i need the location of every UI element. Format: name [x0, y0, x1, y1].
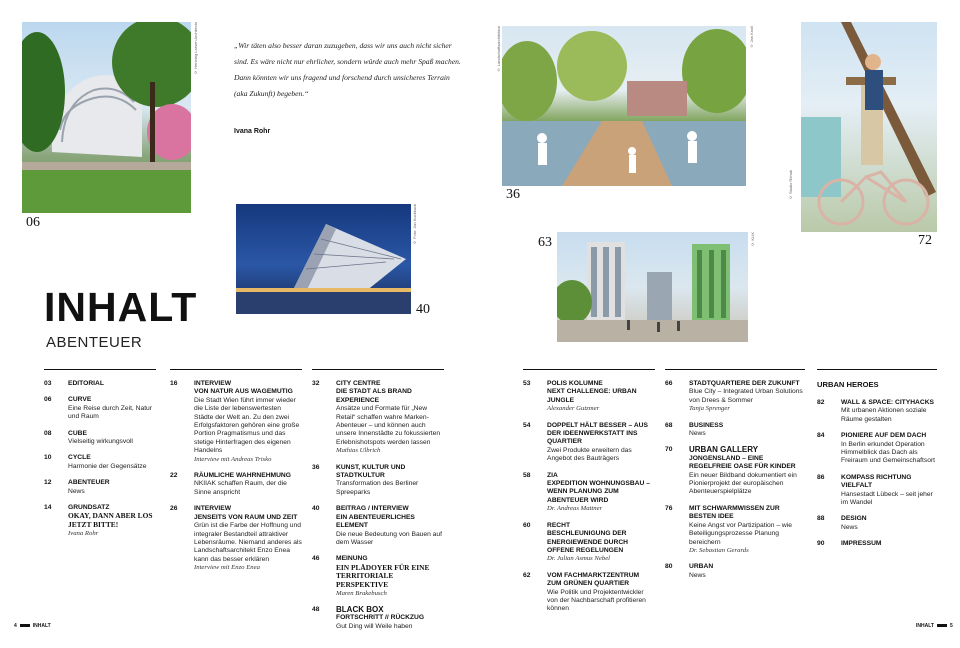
toc-description: Blue City – Integrated Urban Solutions von Drees & Sommer [689, 388, 803, 404]
photo-credit: © Jan Knoll [749, 26, 754, 49]
toc-entry[interactable] [44, 396, 156, 421]
toc-entry[interactable] [817, 515, 937, 532]
toc-entry[interactable] [665, 380, 805, 414]
footer-label: INHALT [916, 623, 934, 629]
toc-title: STADTQUARTIERE DER ZUKUNFT [689, 380, 800, 387]
toc-entry[interactable] [523, 380, 655, 414]
toc-column-1 [44, 369, 156, 546]
toc-entry[interactable] [44, 504, 156, 538]
toc-entry[interactable] [665, 422, 805, 439]
toc-description: Mit urbanen Aktionen soziale Räume gestalten [841, 407, 927, 423]
section-heading-urban-heroes: URBAN HEROES [817, 380, 879, 389]
toc-author: Dr. Julian Asmus Nebel [547, 555, 611, 563]
photo-park-river [502, 26, 746, 186]
toc-page-number: 12 [44, 479, 52, 487]
toc-title: URBAN GALLERY [689, 445, 759, 455]
toc-column-4 [523, 369, 655, 622]
footer-label: INHALT [32, 623, 51, 629]
toc-entry[interactable] [44, 454, 156, 471]
toc-entry[interactable] [817, 540, 937, 548]
toc-page-number: 03 [44, 380, 52, 387]
photo-credit: © KLIK [750, 232, 755, 247]
toc-subtitle: NEXT CHALLENGE: URBAN JUNGLE [547, 388, 637, 404]
toc-title: INTERVIEW [194, 380, 232, 387]
toc-page-number: 26 [170, 505, 178, 513]
toc-entry[interactable] [665, 446, 805, 496]
toc-entry[interactable] [312, 380, 444, 456]
toc-entry[interactable] [44, 380, 156, 388]
toc-description: Zwei Produkte erweitern das Angebot des Bauträgers [547, 446, 632, 463]
toc-description: Die neue Bedeutung von Bauen auf dem Wasser [336, 530, 442, 546]
toc-subtitle: OKAY, DANN ABER LOS JETZT BITTE! [68, 511, 153, 530]
toc-title: MEINUNG [336, 555, 368, 563]
photo-water-building [236, 204, 411, 314]
toc-title: VOM FACHMARKTZENTRUM ZUM GRÜNEN QUARTIER [547, 571, 640, 588]
toc-subtitle: JENSEITS VON RAUM UND ZEIT [194, 513, 298, 521]
photo-credit: © Landschaftsarchitektur [496, 26, 501, 73]
toc-description: Ansätze und Formate für „New Retail“ schaffen wahre Marken-Abenteuer – und können auch unsere Innenstädte zu fokussierten Erlebnishotspots werden lassen [336, 405, 441, 446]
toc-author: Mathias Ulbrich [336, 447, 381, 455]
toc-author: Alexander Gutzmer [547, 405, 600, 413]
toc-description: Grün ist die Farbe der Hoffnung und integraler Bestandteil attraktiver Lebensräume. Niemand anderes als Landschaftsarchitekt Enzo Enea kann das besser erklären [194, 522, 302, 563]
toc-title: KUNST, KULTUR UND STADTKULTUR [336, 463, 406, 480]
page-number-36: 36 [506, 187, 520, 202]
toc-page-number: 58 [523, 471, 531, 479]
footer-left [14, 623, 51, 629]
toc-page-number: 14 [44, 504, 52, 512]
toc-page-number: 46 [312, 555, 320, 563]
toc-subtitle: FORTSCHRITT // RÜCKZUG [336, 614, 425, 622]
toc-entry[interactable] [44, 479, 156, 496]
toc-page-number: 54 [523, 421, 531, 429]
toc-author: Ivana Rohr [68, 529, 99, 537]
toc-description: Transformation des Berliner Spreeparks [336, 480, 419, 496]
page-number-63: 63 [538, 235, 552, 250]
toc-entry[interactable] [817, 474, 937, 508]
toc-title: GRUNDSATZ [68, 504, 110, 512]
toc-title: DOPPELT HÄLT BESSER – AUS DER IDEENWERKSTATT INS QUARTIER [547, 421, 648, 446]
toc-title: CITY CENTRE [336, 380, 381, 387]
toc-entry[interactable] [312, 464, 444, 498]
toc-subtitle: BESCHLEUNIGUNG DER ENERGIEWENDE DURCH OFFENE REGELUNGEN [547, 530, 628, 554]
footer-page-number: 4 [14, 623, 17, 629]
photo-credit: © Studio Rehak [788, 170, 793, 201]
toc-author: Dr. Sebastian Gerards [689, 546, 749, 554]
toc-entry[interactable] [665, 505, 805, 555]
toc-title: BLACK BOX [336, 604, 384, 614]
toc-description: Harmonie der Gegensätze [68, 462, 147, 470]
toc-title: EDITORIAL [68, 380, 104, 387]
toc-entry[interactable] [523, 522, 655, 564]
toc-description: Eine Reise durch Zeit, Natur und Raum [68, 404, 153, 421]
toc-page-number: 84 [817, 432, 825, 440]
toc-title: BEITRAG / INTERVIEW [336, 505, 409, 513]
photo-highrise-plaza [557, 232, 748, 342]
toc-entry[interactable] [170, 505, 302, 572]
toc-page-number: 60 [523, 521, 531, 529]
toc-subtitle: EXPEDITION WOHNUNGSBAU – WENN PLANUNG ZUM ABENTEUER WIRD [547, 480, 650, 504]
toc-description: News [689, 571, 706, 579]
toc-title: RÄUMLICHE WAHRNEHMUNG [194, 472, 291, 480]
toc-description: Keine Angst vor Partizipation – wie Beteiligungsprozesse Planung bereichern [689, 521, 792, 546]
toc-entry[interactable] [170, 472, 302, 497]
photo-bicycle-structure [801, 22, 937, 232]
page-subtitle: ABENTEUER [46, 334, 143, 351]
toc-subtitle: VON NATUR AUS WAGEMUTIG [194, 388, 293, 396]
toc-description: News [68, 487, 85, 495]
quote-author: Ivana Rohr [234, 128, 271, 135]
toc-title: PIONIERE AUF DEM DACH [841, 432, 927, 440]
toc-subtitle: DIE STADT ALS BRAND EXPERIENCE [336, 388, 412, 404]
photo-credit: © Henning Larsen Architects [193, 22, 198, 75]
toc-title: MIT SCHWARMWISSEN ZUR BESTEN IDEE [689, 504, 780, 521]
toc-column-2 [170, 369, 302, 581]
footer-bar [937, 624, 947, 627]
toc-description: Ein neuer Bildband dokumentiert ein Pionierprojekt der europäischen Abenteuerspielplätze [689, 471, 797, 496]
toc-description: Die Stadt Wien führt immer wieder die Liste der lebenswertesten Städte der Welt an. Zu den zwei Erfolgsfaktoren gehören eine große Portion Pragmatismus und das stetige Hinterfragen des eigenen Handelns [194, 396, 300, 455]
toc-author: Interview mit Enzo Enea [194, 564, 260, 572]
toc-page-number: 08 [44, 429, 52, 437]
toc-subtitle: EIN ABENTEUERLICHES ELEMENT [336, 513, 415, 530]
toc-entry[interactable] [523, 422, 655, 464]
toc-title: ZIA [547, 471, 558, 479]
toc-page-number: 32 [312, 380, 320, 387]
toc-column-3 [312, 369, 444, 639]
toc-description: News [689, 430, 706, 438]
toc-page-number: 48 [312, 605, 320, 613]
toc-page-number: 53 [523, 380, 531, 387]
toc-page-number: 22 [170, 472, 178, 480]
toc-page-number: 62 [523, 571, 531, 579]
toc-author: Dr. Andreas Mattner [547, 505, 603, 513]
toc-entry[interactable] [523, 472, 655, 514]
toc-author: Tanja Sprenger [689, 405, 730, 413]
quote-text: „Wir täten also besser daran zuzugeben, dass wir uns auch nicht sicher sind. Es wäre nicht nur ehrlicher, sondern würde auch mehr Spaß machen. Dann könnten wir uns fragend und forschend durch unsicheres Terrain (aka Zukunft) begeben.“ [234, 41, 461, 98]
photo-curve-building [22, 22, 191, 213]
toc-entry[interactable] [312, 505, 444, 547]
toc-page-number: 06 [44, 396, 52, 404]
page-title: INHALT [44, 284, 198, 330]
page-number-40: 40 [416, 302, 430, 317]
toc-entry[interactable] [665, 563, 805, 580]
toc-description: NKIIAK schaffen Raum, der die Sinne anspricht [194, 480, 287, 496]
toc-page-number: 76 [665, 504, 673, 512]
toc-entry[interactable] [817, 432, 937, 466]
toc-title: KOMPASS RICHTUNG VIELFALT [841, 473, 912, 490]
toc-page-number: 90 [817, 540, 825, 548]
toc-page-number: 40 [312, 505, 320, 513]
toc-page-number: 36 [312, 463, 320, 471]
toc-entry[interactable] [523, 572, 655, 614]
toc-subtitle: EIN PLÄDOYER FÜR EINE TERRITORIALE PERSPEKTIVE [336, 562, 430, 589]
toc-title: INTERVIEW [194, 505, 232, 513]
photo-credit: © Foto: Jan Kuckkuck [412, 204, 417, 246]
toc-title: POLIS KOLUMNE [547, 380, 603, 387]
toc-page-number: 70 [665, 446, 673, 454]
toc-description: Hansestadt Lübeck – seit jeher im Wandel [841, 490, 933, 507]
toc-title: CURVE [68, 396, 92, 404]
footer-bar [20, 624, 30, 627]
footer-right [916, 623, 953, 629]
toc-page-number: 82 [817, 399, 825, 406]
page-number-72: 72 [918, 233, 932, 248]
toc-page-number: 86 [817, 473, 825, 481]
toc-title: BUSINESS [689, 421, 724, 429]
toc-title: DESIGN [841, 515, 867, 523]
toc-title: WALL & SPACE: CITYHACKS [841, 399, 935, 406]
footer-page-number: 5 [949, 623, 953, 629]
toc-entry[interactable] [170, 380, 302, 464]
toc-page-number: 68 [665, 421, 673, 429]
toc-subtitle: JONGENSLAND – EINE REGELFREIE OASE FÜR KINDER [689, 454, 796, 471]
toc-title: IMPRESSUM [841, 540, 882, 548]
toc-page-number: 88 [817, 515, 825, 523]
toc-page-number: 16 [170, 380, 178, 387]
toc-entry[interactable] [817, 399, 937, 424]
toc-author: Interview mit Andreas Trisko [194, 455, 272, 463]
toc-page-number: 80 [665, 563, 673, 571]
toc-description: Vielseitig wirkungsvoll [68, 438, 133, 446]
toc-entry[interactable] [312, 555, 444, 598]
toc-page-number: 10 [44, 454, 52, 462]
toc-title: RECHT [547, 521, 571, 529]
toc-author: Maren Brakebusch [336, 589, 387, 597]
toc-entry[interactable] [44, 430, 156, 447]
toc-description: News [841, 523, 858, 531]
toc-title: URBAN [689, 563, 714, 571]
toc-description: Gut Ding will Weile haben [336, 622, 413, 630]
toc-title: ABENTEUER [68, 479, 110, 487]
toc-title: CUBE [68, 429, 87, 437]
page-number-06: 06 [26, 215, 40, 230]
toc-description: Wie Politik und Projektentwickler von der Nachbarschaft profitieren können [547, 588, 646, 613]
toc-title: CYCLE [68, 454, 91, 462]
toc-column-5 [665, 369, 805, 588]
toc-page-number: 66 [665, 380, 673, 387]
toc-column-6 [817, 369, 937, 557]
toc-entry[interactable] [312, 606, 444, 631]
toc-description: In Berlin erkundet Operation Himmelblick das Dach als Freiraum und Gemeinschaftsort [841, 440, 936, 465]
